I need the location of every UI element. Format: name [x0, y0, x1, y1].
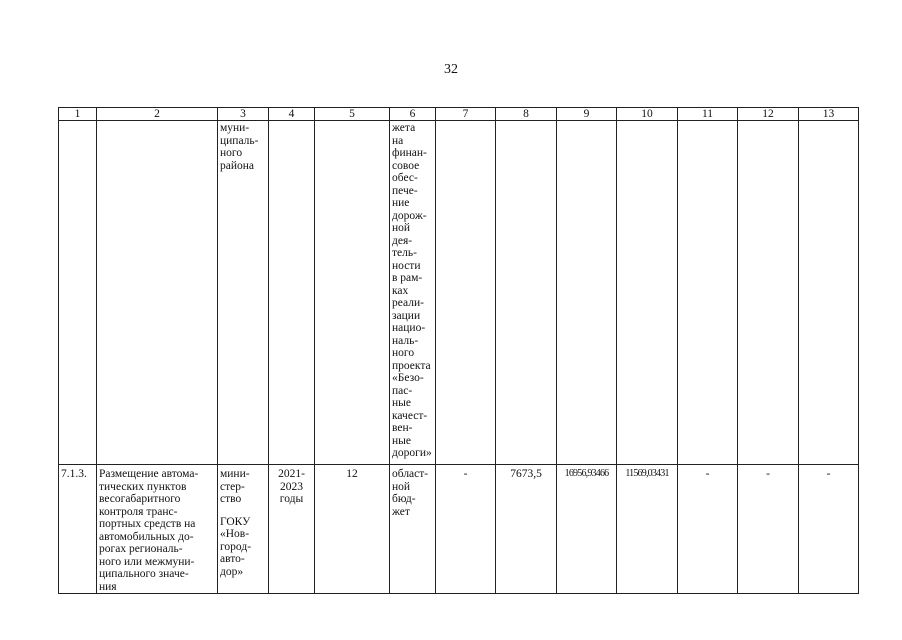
column-number: 8: [496, 108, 557, 121]
cell-name: Размещение автома- тических пунктов весогабаритного контроля транс- портных средств на автомобильных до- рогах региональ- ного или межмуни- ципального значе- ния: [97, 465, 218, 594]
column-number: 7: [436, 108, 496, 121]
cell-target: 12: [315, 465, 390, 594]
cell-number: 7.1.3.: [59, 465, 97, 594]
column-number: 3: [218, 108, 269, 121]
cell-col10: [617, 121, 678, 465]
column-number: 2: [97, 108, 218, 121]
cell-col13: -: [799, 465, 859, 594]
column-number-row: [59, 108, 859, 121]
cell-col7: -: [436, 465, 496, 594]
column-number: 6: [390, 108, 436, 121]
page-number: 32: [444, 62, 458, 77]
cell-col11: -: [678, 465, 738, 594]
cell-name: [97, 121, 218, 465]
column-number: 11: [678, 108, 738, 121]
cell-col10: 11569,03431: [617, 465, 678, 594]
column-number: 4: [269, 108, 315, 121]
column-number: 13: [799, 108, 859, 121]
column-number: 9: [557, 108, 617, 121]
cell-number: [59, 121, 97, 465]
cell-col9: [557, 121, 617, 465]
program-table: [58, 107, 859, 594]
cell-col7: [436, 121, 496, 465]
cell-col12: [738, 121, 799, 465]
column-number: 5: [315, 108, 390, 121]
column-number: 12: [738, 108, 799, 121]
cell-period: 2021- 2023 годы: [269, 465, 315, 594]
cell-period: [269, 121, 315, 465]
cell-target: [315, 121, 390, 465]
cell-col12: -: [738, 465, 799, 594]
cell-col8: [496, 121, 557, 465]
continuation-row: [59, 121, 859, 465]
column-number: 1: [59, 108, 97, 121]
cell-funding-source: област- ной бюд- жет: [390, 465, 436, 594]
column-number: 10: [617, 108, 678, 121]
cell-col8: 7673,5: [496, 465, 557, 594]
cell-col9: 16956,93466: [557, 465, 617, 594]
cell-funding-source: жета на финан- совое обес- пече- ние дорож- ной дея- тель- ности в рам- ках реали- зации нацио- наль- ного проекта «Безо- пас- ные качест- вен- ные дороги»: [390, 121, 436, 465]
cell-col11: [678, 121, 738, 465]
cell-col13: [799, 121, 859, 465]
table-row-7-1-3: [59, 465, 859, 594]
cell-executor: муни- ципаль- ного района: [218, 121, 269, 465]
cell-executor: мини- стер- ство ГОКУ «Нов- город- авто- дор»: [218, 465, 269, 594]
